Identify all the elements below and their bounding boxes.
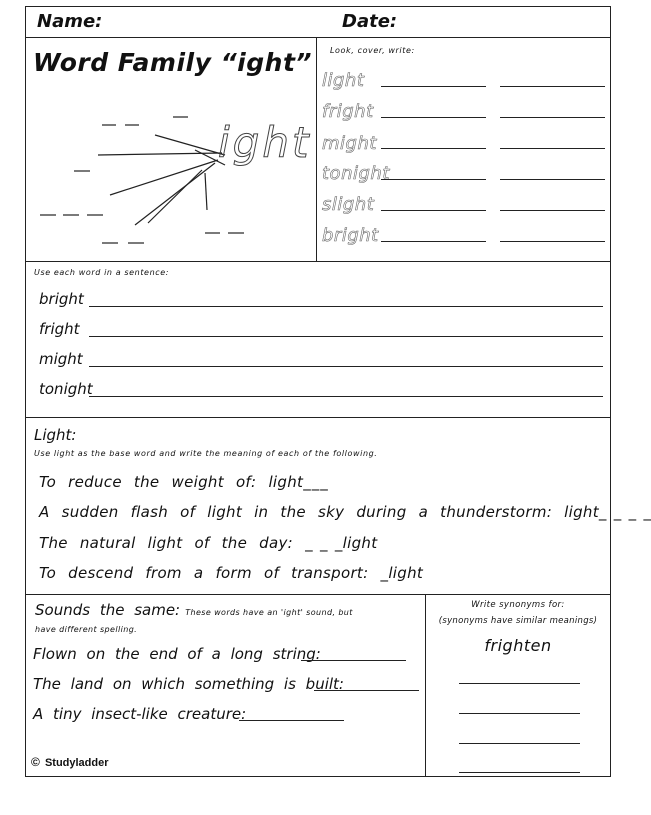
light-item-text: To descend from a form of transport:	[39, 564, 369, 582]
section-divider-3	[25, 594, 611, 595]
synonym-instruction-1: Write synonyms for:	[471, 600, 565, 610]
light-item-1	[39, 473, 329, 491]
wheel-center-word: ight	[218, 118, 312, 167]
wheel-spoke	[110, 160, 218, 195]
write-line[interactable]	[381, 210, 486, 211]
copyright-symbol: ©	[31, 755, 40, 769]
traced-word: tonight	[322, 163, 390, 184]
light-instruction: Use light as the base word and write the meaning of each of the following.	[34, 449, 378, 458]
synonym-line[interactable]	[459, 772, 580, 773]
write-line[interactable]	[500, 86, 605, 87]
sentence-word: fright	[39, 320, 80, 338]
page-title: Word Family “ight”	[33, 48, 312, 77]
wheel-spoke	[205, 173, 207, 210]
light-heading: Light:	[34, 426, 77, 444]
answer-line[interactable]	[301, 660, 406, 661]
sentence-line[interactable]	[89, 336, 603, 337]
write-line[interactable]	[381, 117, 486, 118]
sentence-word: tonight	[39, 380, 93, 398]
light-item-2	[39, 503, 651, 521]
traced-word: fright	[322, 101, 374, 122]
sentence-line[interactable]	[89, 306, 603, 307]
sentence-word: might	[39, 350, 83, 368]
date-label: Date:	[342, 11, 398, 32]
light-item-4	[39, 564, 423, 582]
write-line[interactable]	[500, 148, 605, 149]
wheel-spoke	[135, 163, 215, 225]
answer-blank[interactable]: _ _ _ _	[598, 503, 651, 521]
brand-name: Studyladder	[44, 757, 109, 769]
write-line[interactable]	[500, 179, 605, 180]
top-column-divider	[316, 37, 317, 261]
bottom-column-divider	[425, 594, 426, 777]
sounds-item-3: A tiny insect-like creature:	[33, 705, 247, 723]
look-cover-write-instruction: Look, cover, write:	[330, 46, 415, 55]
light-item-text: To reduce the weight of:	[39, 473, 257, 491]
write-line[interactable]	[500, 117, 605, 118]
write-line[interactable]	[381, 179, 486, 180]
light-item-answer: light	[342, 534, 378, 552]
wheel-spoke	[148, 170, 202, 223]
write-line[interactable]	[500, 241, 605, 242]
traced-word: might	[322, 133, 377, 154]
sentence-line[interactable]	[89, 366, 603, 367]
sentence-line[interactable]	[89, 396, 603, 397]
answer-line[interactable]	[314, 690, 419, 691]
name-label: Name:	[37, 11, 103, 32]
sounds-item-1: Flown on the end of a long string:	[33, 645, 321, 663]
write-line[interactable]	[381, 86, 486, 87]
traced-word: bright	[322, 225, 379, 246]
answer-blank[interactable]: _	[380, 564, 389, 582]
studyladder-logo	[31, 751, 109, 770]
write-line[interactable]	[381, 241, 486, 242]
traced-word: light	[322, 70, 365, 91]
light-item-answer: light	[564, 503, 599, 521]
synonym-line[interactable]	[459, 683, 580, 684]
traced-word: slight	[322, 194, 375, 215]
synonym-word: frighten	[484, 636, 552, 655]
section-divider-2	[25, 417, 611, 418]
sentence-instruction: Use each word in a sentence:	[34, 268, 170, 277]
wheel-spoke	[155, 135, 225, 155]
synonym-line[interactable]	[459, 713, 580, 714]
write-line[interactable]	[500, 210, 605, 211]
sounds-same-heading: Sounds the same:	[35, 601, 181, 619]
write-line[interactable]	[381, 148, 486, 149]
synonym-line[interactable]	[459, 743, 580, 744]
answer-blank[interactable]: ___	[303, 473, 329, 491]
sounds-same-note: These words have an 'ight' sound, but have different spelling.	[35, 608, 353, 634]
sounds-same-header	[35, 603, 365, 637]
answer-line[interactable]	[239, 720, 344, 721]
light-item-answer: light	[388, 564, 424, 582]
synonym-instruction-2: (synonyms have similar meanings)	[438, 616, 598, 626]
light-item-answer: light	[268, 473, 304, 491]
light-item-text: A sudden flash of light in the sky during a thunderstorm:	[39, 503, 553, 521]
sounds-item-2: The land on which something is built:	[33, 675, 344, 693]
sentence-word: bright	[39, 290, 84, 308]
header-divider	[25, 37, 611, 38]
light-item-3	[39, 534, 377, 552]
section-divider-1	[25, 261, 611, 262]
answer-blank[interactable]: _ _ _	[305, 534, 343, 552]
light-item-text: The natural light of the day:	[39, 534, 294, 552]
